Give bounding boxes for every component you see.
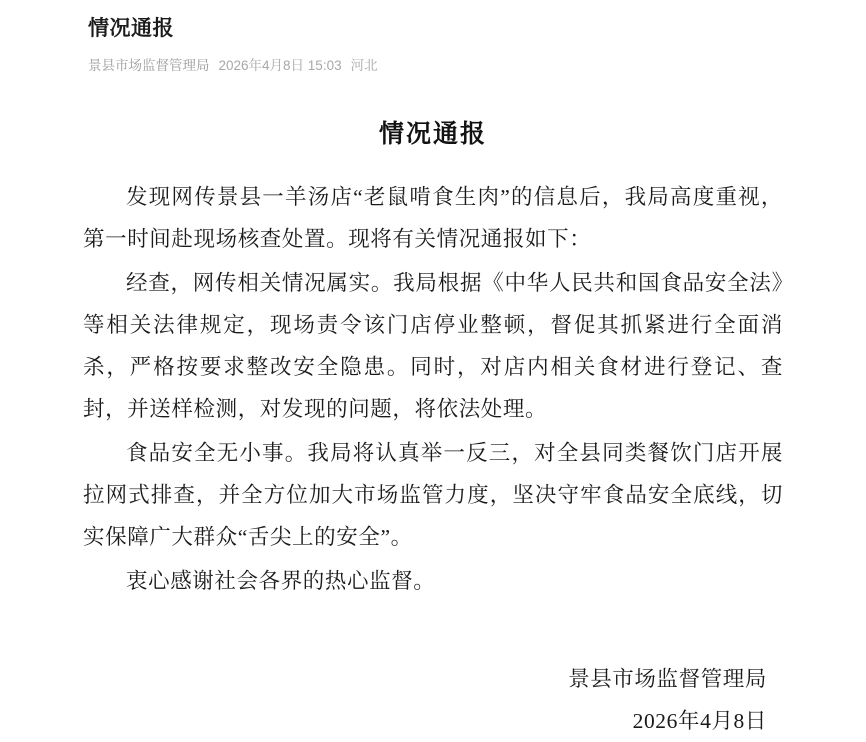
paragraph: 发现网传景县一羊汤店“老鼠啃食生肉”的信息后，我局高度重视，第一时间赴现场核查处置。现将有关情况通报如下： [83,185,783,251]
signature-date: 2026年4月8日 [632,709,767,733]
paragraph: 经查，网传相关情况属实。我局根据《中华人民共和国食品安全法》等相关法律规定，现场责令该门店停业整顿，督促其抓紧进行全面消杀，严格按要求整改安全隐患。同时，对店内相关食材进行登记、查封，并送样检测，对发现的问题，将依法处理。 [83,271,783,421]
article-datetime: 2026年4月8日 15:03 [218,58,342,73]
document-paragraphs [83,176,783,602]
article-source: 景县市场监督管理局 [88,58,210,73]
paragraph: 食品安全无小事。我局将认真举一反三，对全县同类餐饮门店开展拉网式排查，并全方位加大市场监管力度，坚决守牢食品安全底线，切实保障广大群众“舌尖上的安全”。 [83,441,783,549]
article-region: 河北 [350,58,378,73]
document-signature [83,658,783,742]
paragraph: 衷心感谢社会各界的热心监督。 [126,569,436,593]
page-header [0,0,866,76]
page-title: 情况通报 [88,17,174,40]
article-meta [88,56,866,76]
signature-organization: 景县市场监督管理局 [568,667,767,691]
article-body [83,114,783,742]
document-title: 情况通报 [378,121,487,148]
